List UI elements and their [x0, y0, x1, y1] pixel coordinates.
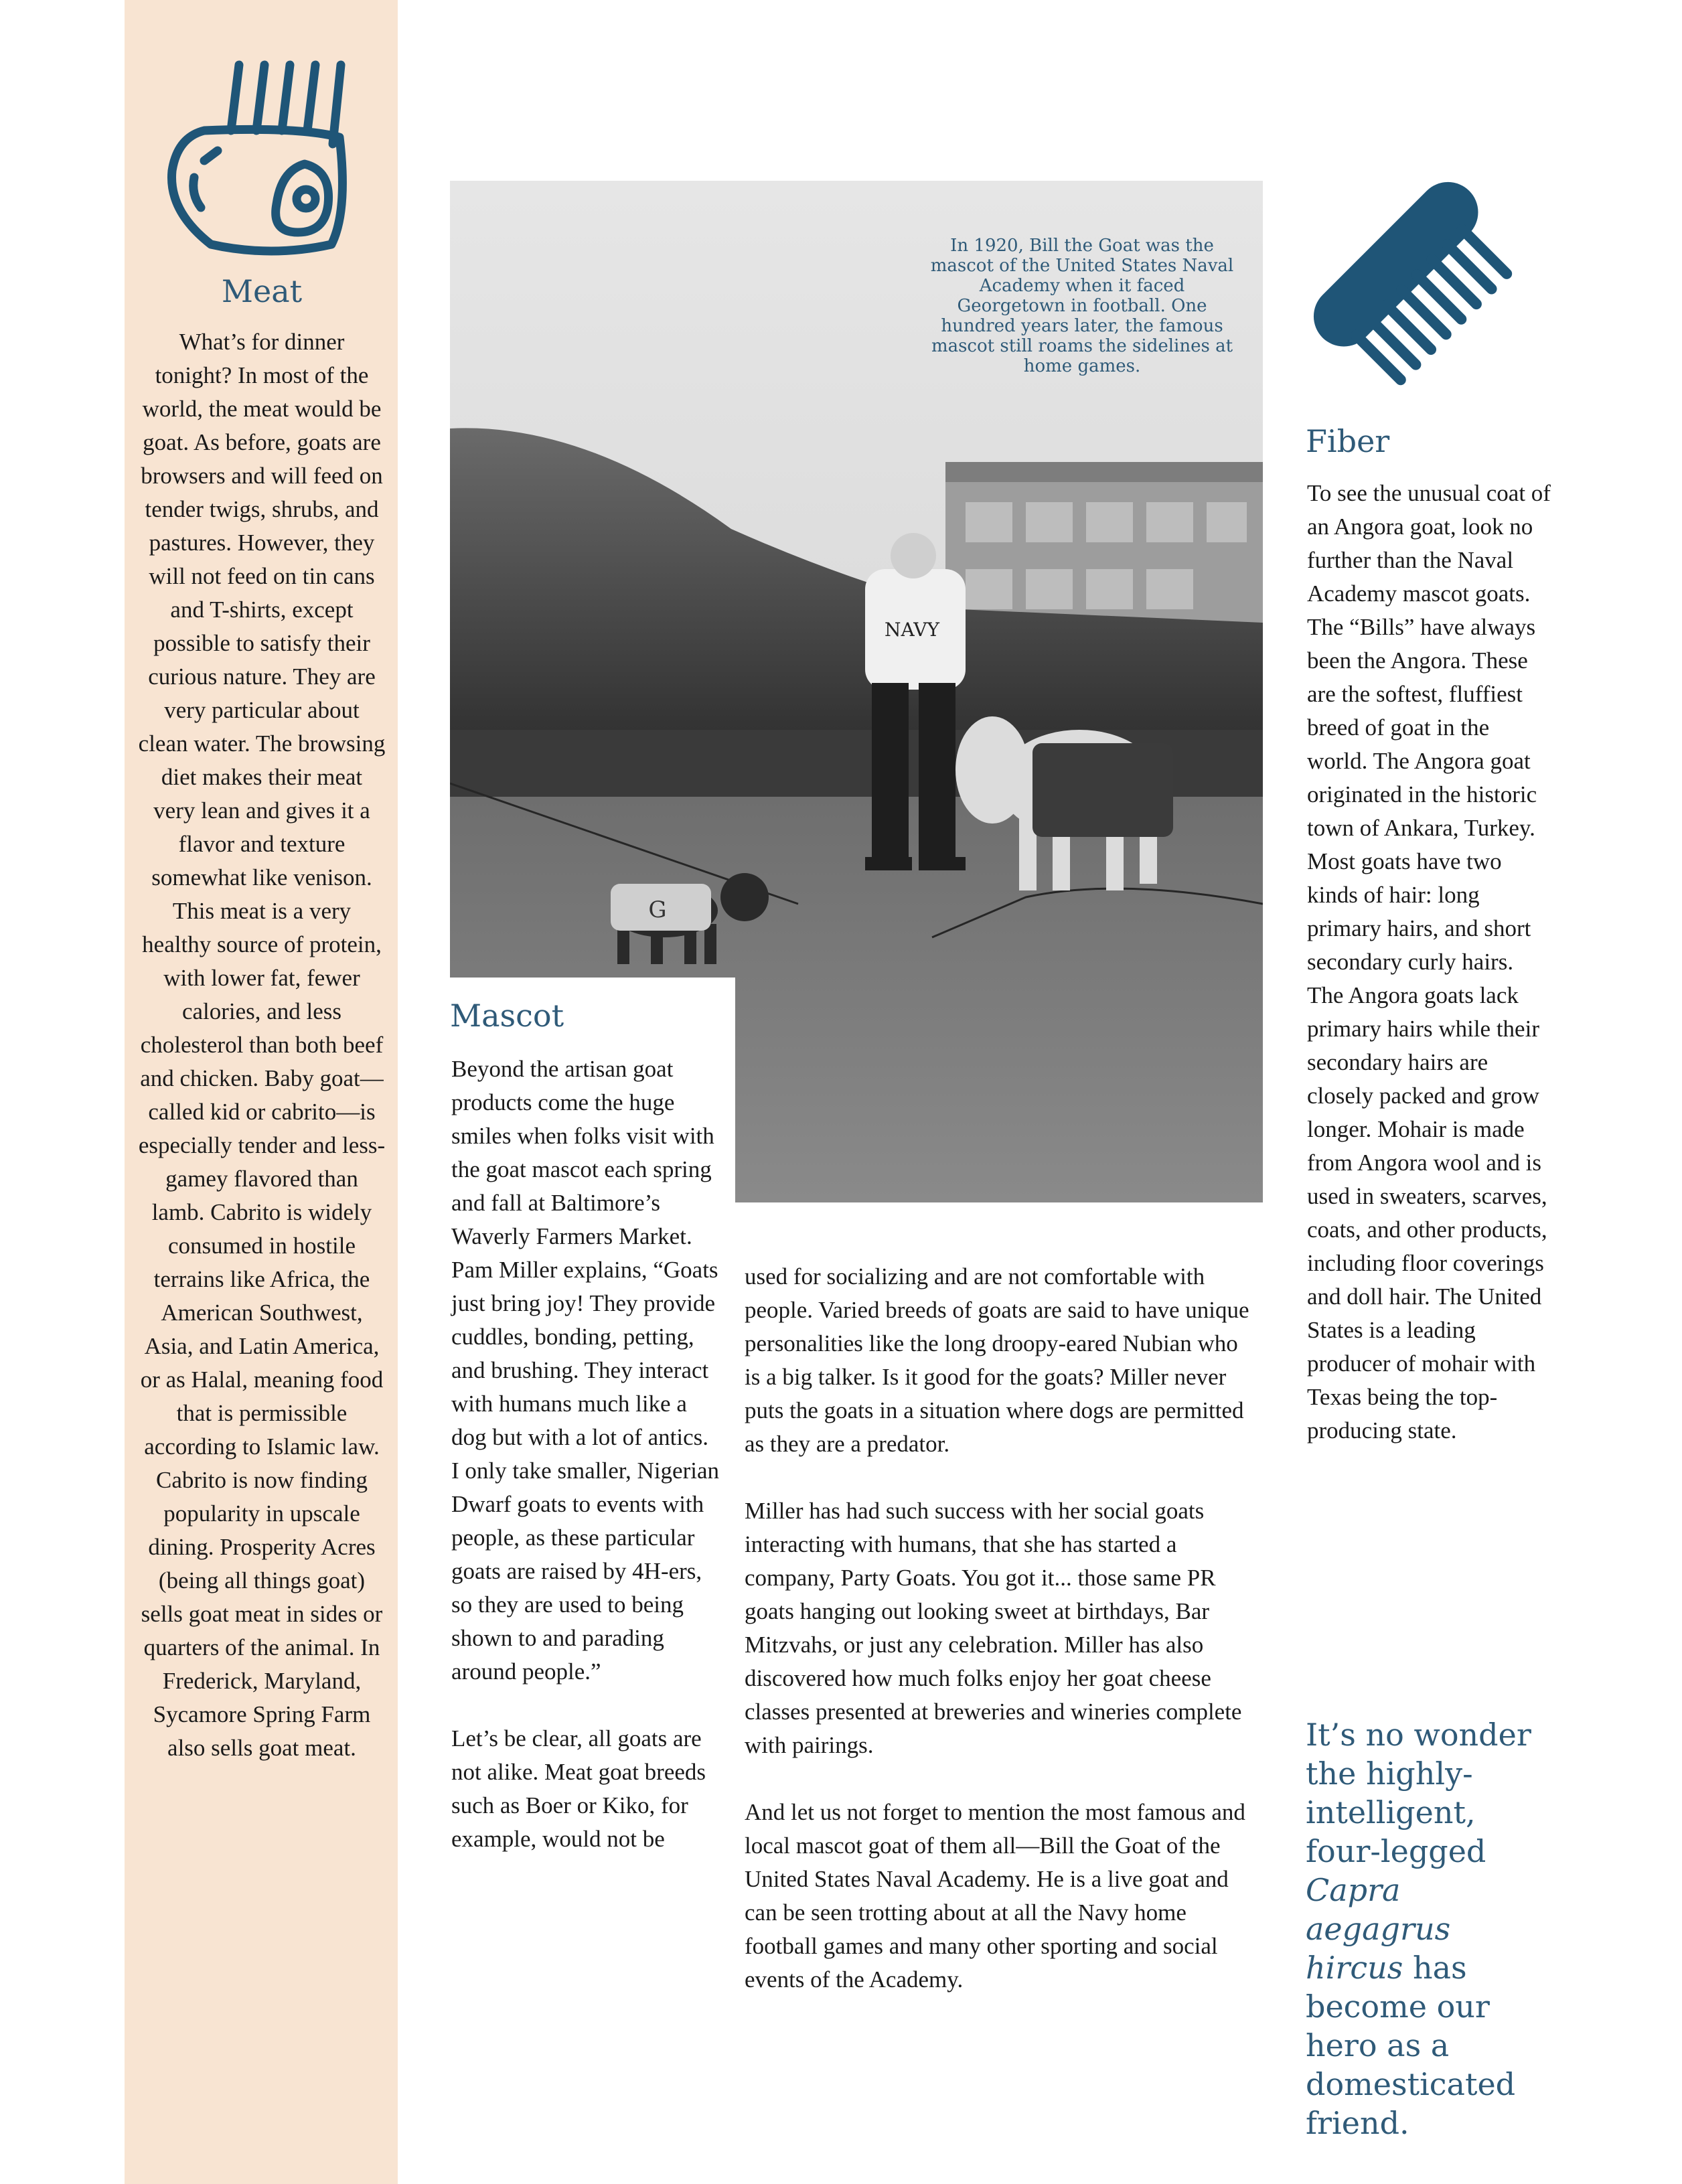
center-paragraph: And let us not forget to mention the most famous and local mascot goat of them all—Bill the Goat of the United States Naval Academy. He is a live goat and can be seen trotting about at all the Navy home football games and many other sporting and social events of the Academy.: [745, 1799, 1245, 1993]
meat-heading: Meat: [221, 273, 303, 309]
fiber-body-text: To see the unusual coat of an Angora goat, look no further than the Naval Academy mascot goats. The “Bills” have always been the Angora. These are the softest, fluffiest breed of goat in the world. The Angora goat originated in the historic town of Ankara, Turkey. Most goats have two kinds of hair: long primary hairs, and short secondary curly hairs. The Angora goats lack primary hairs while their secondary hairs are closely packed and grow longer. Mohair is made from Angora wool and is used in sweaters, scarves, coats, and other products, including floor coverings and doll hair. The United States is a leading producer of mohair with Texas being the top-producing state.: [1307, 480, 1551, 1444]
mascot-heading: Mascot: [450, 998, 564, 1034]
pull-quote-species: Capra aegagrus hircus: [1306, 1872, 1451, 1986]
meat-roast-icon: [164, 57, 358, 264]
fiber-heading: Fiber: [1306, 423, 1390, 459]
mascot-column: [451, 1052, 719, 1856]
comb-icon: [1304, 173, 1525, 394]
center-paragraph: used for socializing and are not comfortable with people. Varied breeds of goats are said to have unique personalities like the long droopy-eared Nubian who is a big talker. Is it good for the goats? Miller never puts the goats in a situation where dogs are permitted as they are a predator.: [745, 1263, 1249, 1457]
pull-quote: [1306, 1715, 1547, 2142]
center-column: [745, 1260, 1253, 2030]
photo-caption: In 1920, Bill the Goat was the mascot of the United States Naval Academy when it faced Georgetown in football. One hundred years later, the famous mascot still roams the sidelines at home games.: [930, 236, 1234, 376]
pull-quote-end: has become our hero as a domesticated friend.: [1306, 1950, 1516, 2141]
center-paragraph: Miller has had such success with her social goats interacting with humans, that she has started a company, Party Goats. You got it... those same PR goats hanging out looking sweet at birthdays, Bar Mitzvahs, or just any celebration. Miller has also discovered how much folks enjoy her goat cheese classes presented at breweries and wineries complete with pairings.: [745, 1498, 1242, 1758]
sweater-text: NAVY: [884, 619, 940, 641]
pull-quote-start: It’s no wonder the highly-intelligent, four-legged: [1306, 1717, 1531, 1869]
mascot-paragraph: Let’s be clear, all goats are not alike. Meat goat breeds such as Boer or Kiko, for example, would not be: [451, 1725, 706, 1852]
dog-blanket-letter: G: [648, 896, 667, 923]
meat-body-text: What’s for dinner tonight? In most of the world, the meat would be goat. As before, goats are browsers and will feed on tender twigs, shrubs, and pastures. However, they will not feed on tin cans and T-shirts, except possible to satisfy their curious nature. They are very particular about clean water. The browsing diet makes their meat very lean and gives it a flavor and texture somewhat like venison. This meat is a very healthy source of protein, with lower fat, fewer calories, and less cholesterol than both beef and chicken. Baby goat—called kid or cabrito—is especially tender and less-gamey flavored than lamb. Cabrito is widely consumed in hostile terrains like Africa, the American Southwest, Asia, and Latin America, or as Halal, meaning food that is permissible according to Islamic law. Cabrito is now finding popularity in upscale dining. Prosperity Acres (being all things goat) sells goat meat in sides or quarters of the animal. In Frederick, Maryland, Sycamore Spring Farm also sells goat meat.: [138, 329, 386, 1761]
mascot-paragraph: Beyond the artisan goat products come the huge smiles when folks visit with the goat mascot each spring and fall at Baltimore’s Waverly Farmers Market. Pam Miller explains, “Goats just bring joy! They provide cuddles, bonding, petting, and brushing. They interact with humans much like a dog but with a lot of antics. I only take smaller, Nigerian Dwarf goats to events with people, as these particular goats are raised by 4H-ers, so they are used to being shown to and parading around people.”: [451, 1056, 719, 1685]
